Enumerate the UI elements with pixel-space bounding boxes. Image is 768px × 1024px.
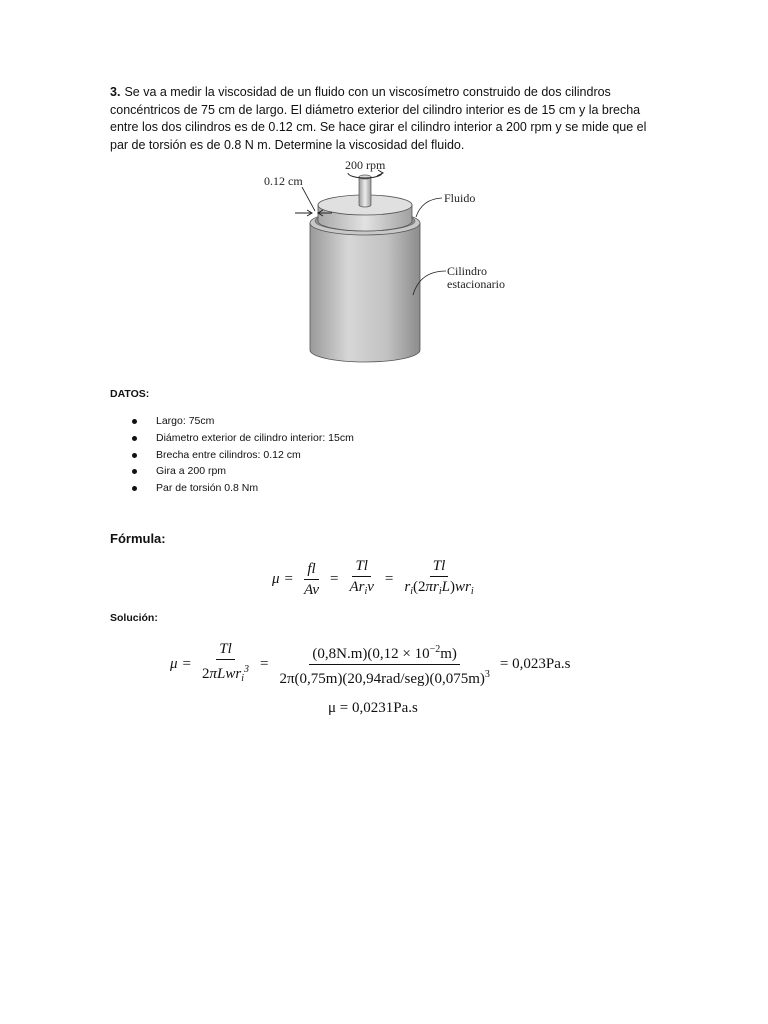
solucion-heading: Solución: [110, 612, 158, 624]
formula-heading: Fórmula: [110, 531, 166, 546]
stationary-cylinder-label-1: Cilindro [447, 264, 488, 278]
list-item: Largo: 75cm [130, 413, 354, 430]
solution-denominator: 2π(0,75m)(20,94rad/seg)(0,075m) [279, 670, 485, 687]
problem-text: Se va a medir la viscosidad de un fluido con un viscosímetro construido de dos cilindros concéntricos de 75 cm de largo. El diámetro exterior del cilindro interior es de 15 cm y la brecha entre los dos cilindros es de 0.12 cm. Se hace girar el cilindro interior a 200 rpm y se mide que el par de torsión es de 0.8 N m. Determine la viscosidad del fluido. [110, 85, 647, 152]
stationary-cylinder [310, 211, 420, 362]
solution-numerator: (0,8N.m)(0,12 × 10 [312, 645, 430, 662]
viscosity-formula: μ = $\frac{fl}{Av}$ = $\frac{Tl}{Ar_iv}$ = $\frac{Tl}{r_i(2\pi r_iL)wr_i}$ [272, 558, 474, 598]
solution-equation: μ = $\frac{Tl}{2\pi Lwr_i^3}$ = $\frac{(0,8N.m)(0,12 \times 10^{-2}m)}{2\pi(0,75m)(20,94rad/seg)(0,075m)^3}$ = 0,023Pa.s [170, 641, 571, 687]
list-item: Diámetro exterior de cilindro interior: 15cm [130, 430, 354, 447]
datos-list [130, 413, 354, 497]
shaft [359, 175, 371, 207]
list-item: Par de torsión 0.8 Nm [130, 480, 354, 497]
problem-statement [110, 84, 650, 154]
datos-heading: DATOS: [110, 388, 150, 400]
final-result: μ = 0,0231Pa.s [328, 700, 418, 716]
rpm-label: 200 rpm [345, 158, 386, 172]
stationary-cylinder-label-2: estacionario [447, 277, 505, 291]
viscometer-figure [250, 155, 540, 370]
list-item: Brecha entre cilindros: 0.12 cm [130, 447, 354, 464]
problem-number: 3. [110, 85, 121, 99]
solution-result: = 0,023Pa.s [499, 655, 571, 672]
fluid-label: Fluido [444, 191, 476, 205]
list-item: Gira a 200 rpm [130, 463, 354, 480]
gap-label: 0.12 cm [264, 174, 303, 188]
